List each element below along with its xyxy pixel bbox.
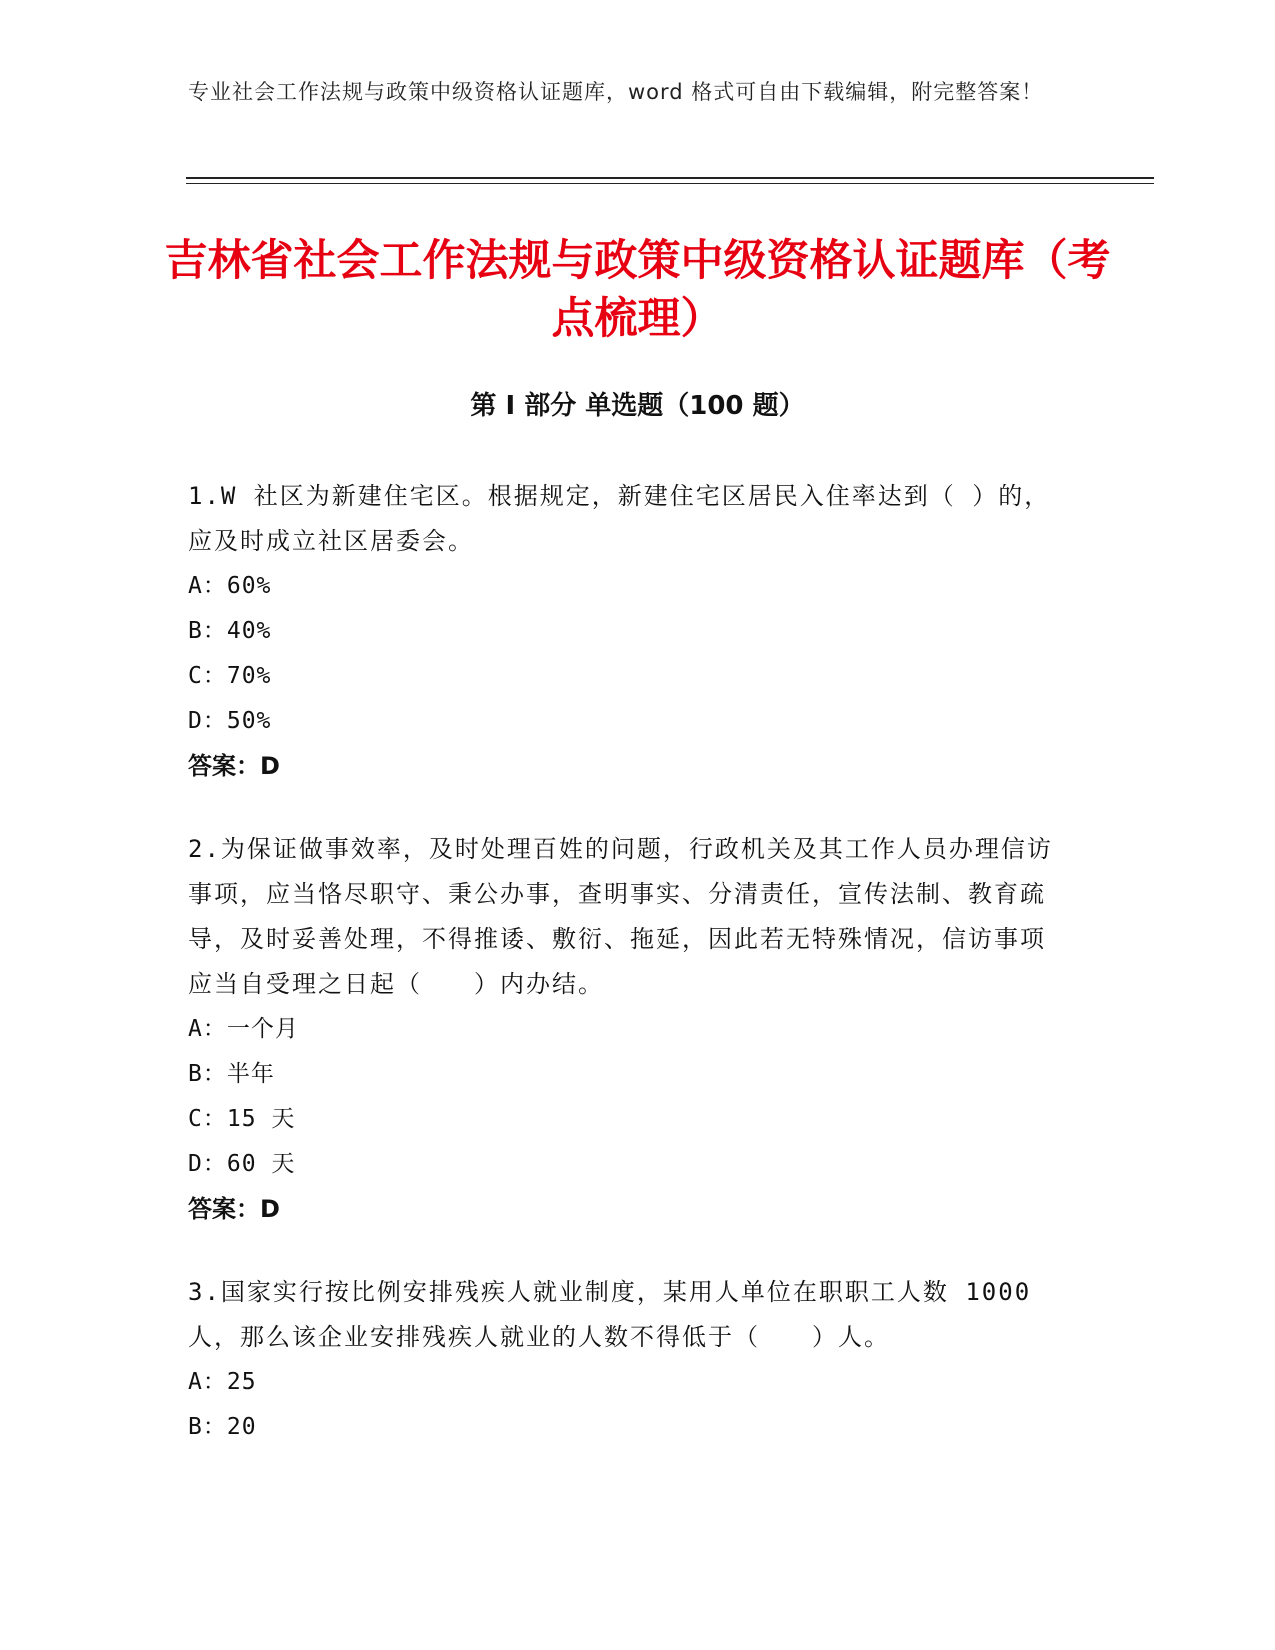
option-text: 40% xyxy=(226,618,272,644)
answer-value: D xyxy=(260,1195,280,1223)
header-divider-thin xyxy=(186,183,1154,184)
option-text: 70% xyxy=(226,663,272,689)
question-3 xyxy=(188,1270,1068,1450)
question-stem: 3.国家实行按比例安排残疾人就业制度，某用人单位在职职工人数 1000 人，那么该企业安排残疾人就业的人数不得低于（ ）人。 xyxy=(188,1278,1032,1351)
document-title: 吉林省社会工作法规与政策中级资格认证题库（考点梳理） xyxy=(164,236,1111,344)
option-key: A： xyxy=(188,1369,227,1395)
option-text: 15 天 xyxy=(226,1106,296,1132)
option-text: 半年 xyxy=(226,1061,275,1087)
option-a xyxy=(188,1007,1068,1052)
question-1 xyxy=(188,474,1068,789)
option-key: B： xyxy=(188,1061,227,1087)
answer-value: D xyxy=(260,752,280,780)
option-b xyxy=(188,1052,1068,1097)
option-d xyxy=(188,1142,1068,1187)
option-key: A： xyxy=(188,1016,227,1042)
option-c xyxy=(188,1097,1068,1142)
option-a xyxy=(188,1360,1068,1405)
option-text: 60% xyxy=(226,573,272,599)
answer-label: 答案： xyxy=(188,752,260,780)
question-stem: 2.为保证做事效率，及时处理百姓的问题，行政机关及其工作人员办理信访事项，应当恪尽职守、秉公办事，查明事实、分清责任，宣传法制、教育疏导，及时妥善处理，不得推诿、敷衍、拖延，因此若无特殊情况，信访事项应当自受理之日起（ ）内办结。 xyxy=(188,835,1053,998)
option-text: 25 xyxy=(226,1369,257,1395)
answer-label: 答案： xyxy=(188,1195,260,1223)
header-note: 专业社会工作法规与政策中级资格认证题库，word 格式可自由下载编辑，附完整答案！ xyxy=(188,80,1044,104)
option-c xyxy=(188,654,1068,699)
question-stem: 1.W 社区为新建住宅区。根据规定，新建住宅区居民入住率达到（ ）的，应及时成立社区居委会。 xyxy=(188,482,1051,555)
option-key: D： xyxy=(188,708,227,734)
header-divider-thick xyxy=(186,177,1154,179)
option-text: 60 天 xyxy=(226,1151,296,1177)
question-list xyxy=(188,474,1068,1488)
option-key: C： xyxy=(188,1106,227,1132)
option-key: D： xyxy=(188,1151,227,1177)
option-key: A： xyxy=(188,573,227,599)
answer-line xyxy=(188,1187,1068,1232)
answer-line xyxy=(188,744,1068,789)
option-key: B： xyxy=(188,618,227,644)
option-b xyxy=(188,1405,1068,1450)
section-heading: 第 I 部分 单选题（100 题） xyxy=(470,391,805,421)
option-b xyxy=(188,609,1068,654)
option-text: 50% xyxy=(226,708,272,734)
option-text: 20 xyxy=(226,1414,257,1440)
question-2 xyxy=(188,827,1068,1232)
option-text: 一个月 xyxy=(226,1016,299,1042)
option-a xyxy=(188,564,1068,609)
option-key: C： xyxy=(188,663,227,689)
option-d xyxy=(188,699,1068,744)
option-key: B： xyxy=(188,1414,227,1440)
